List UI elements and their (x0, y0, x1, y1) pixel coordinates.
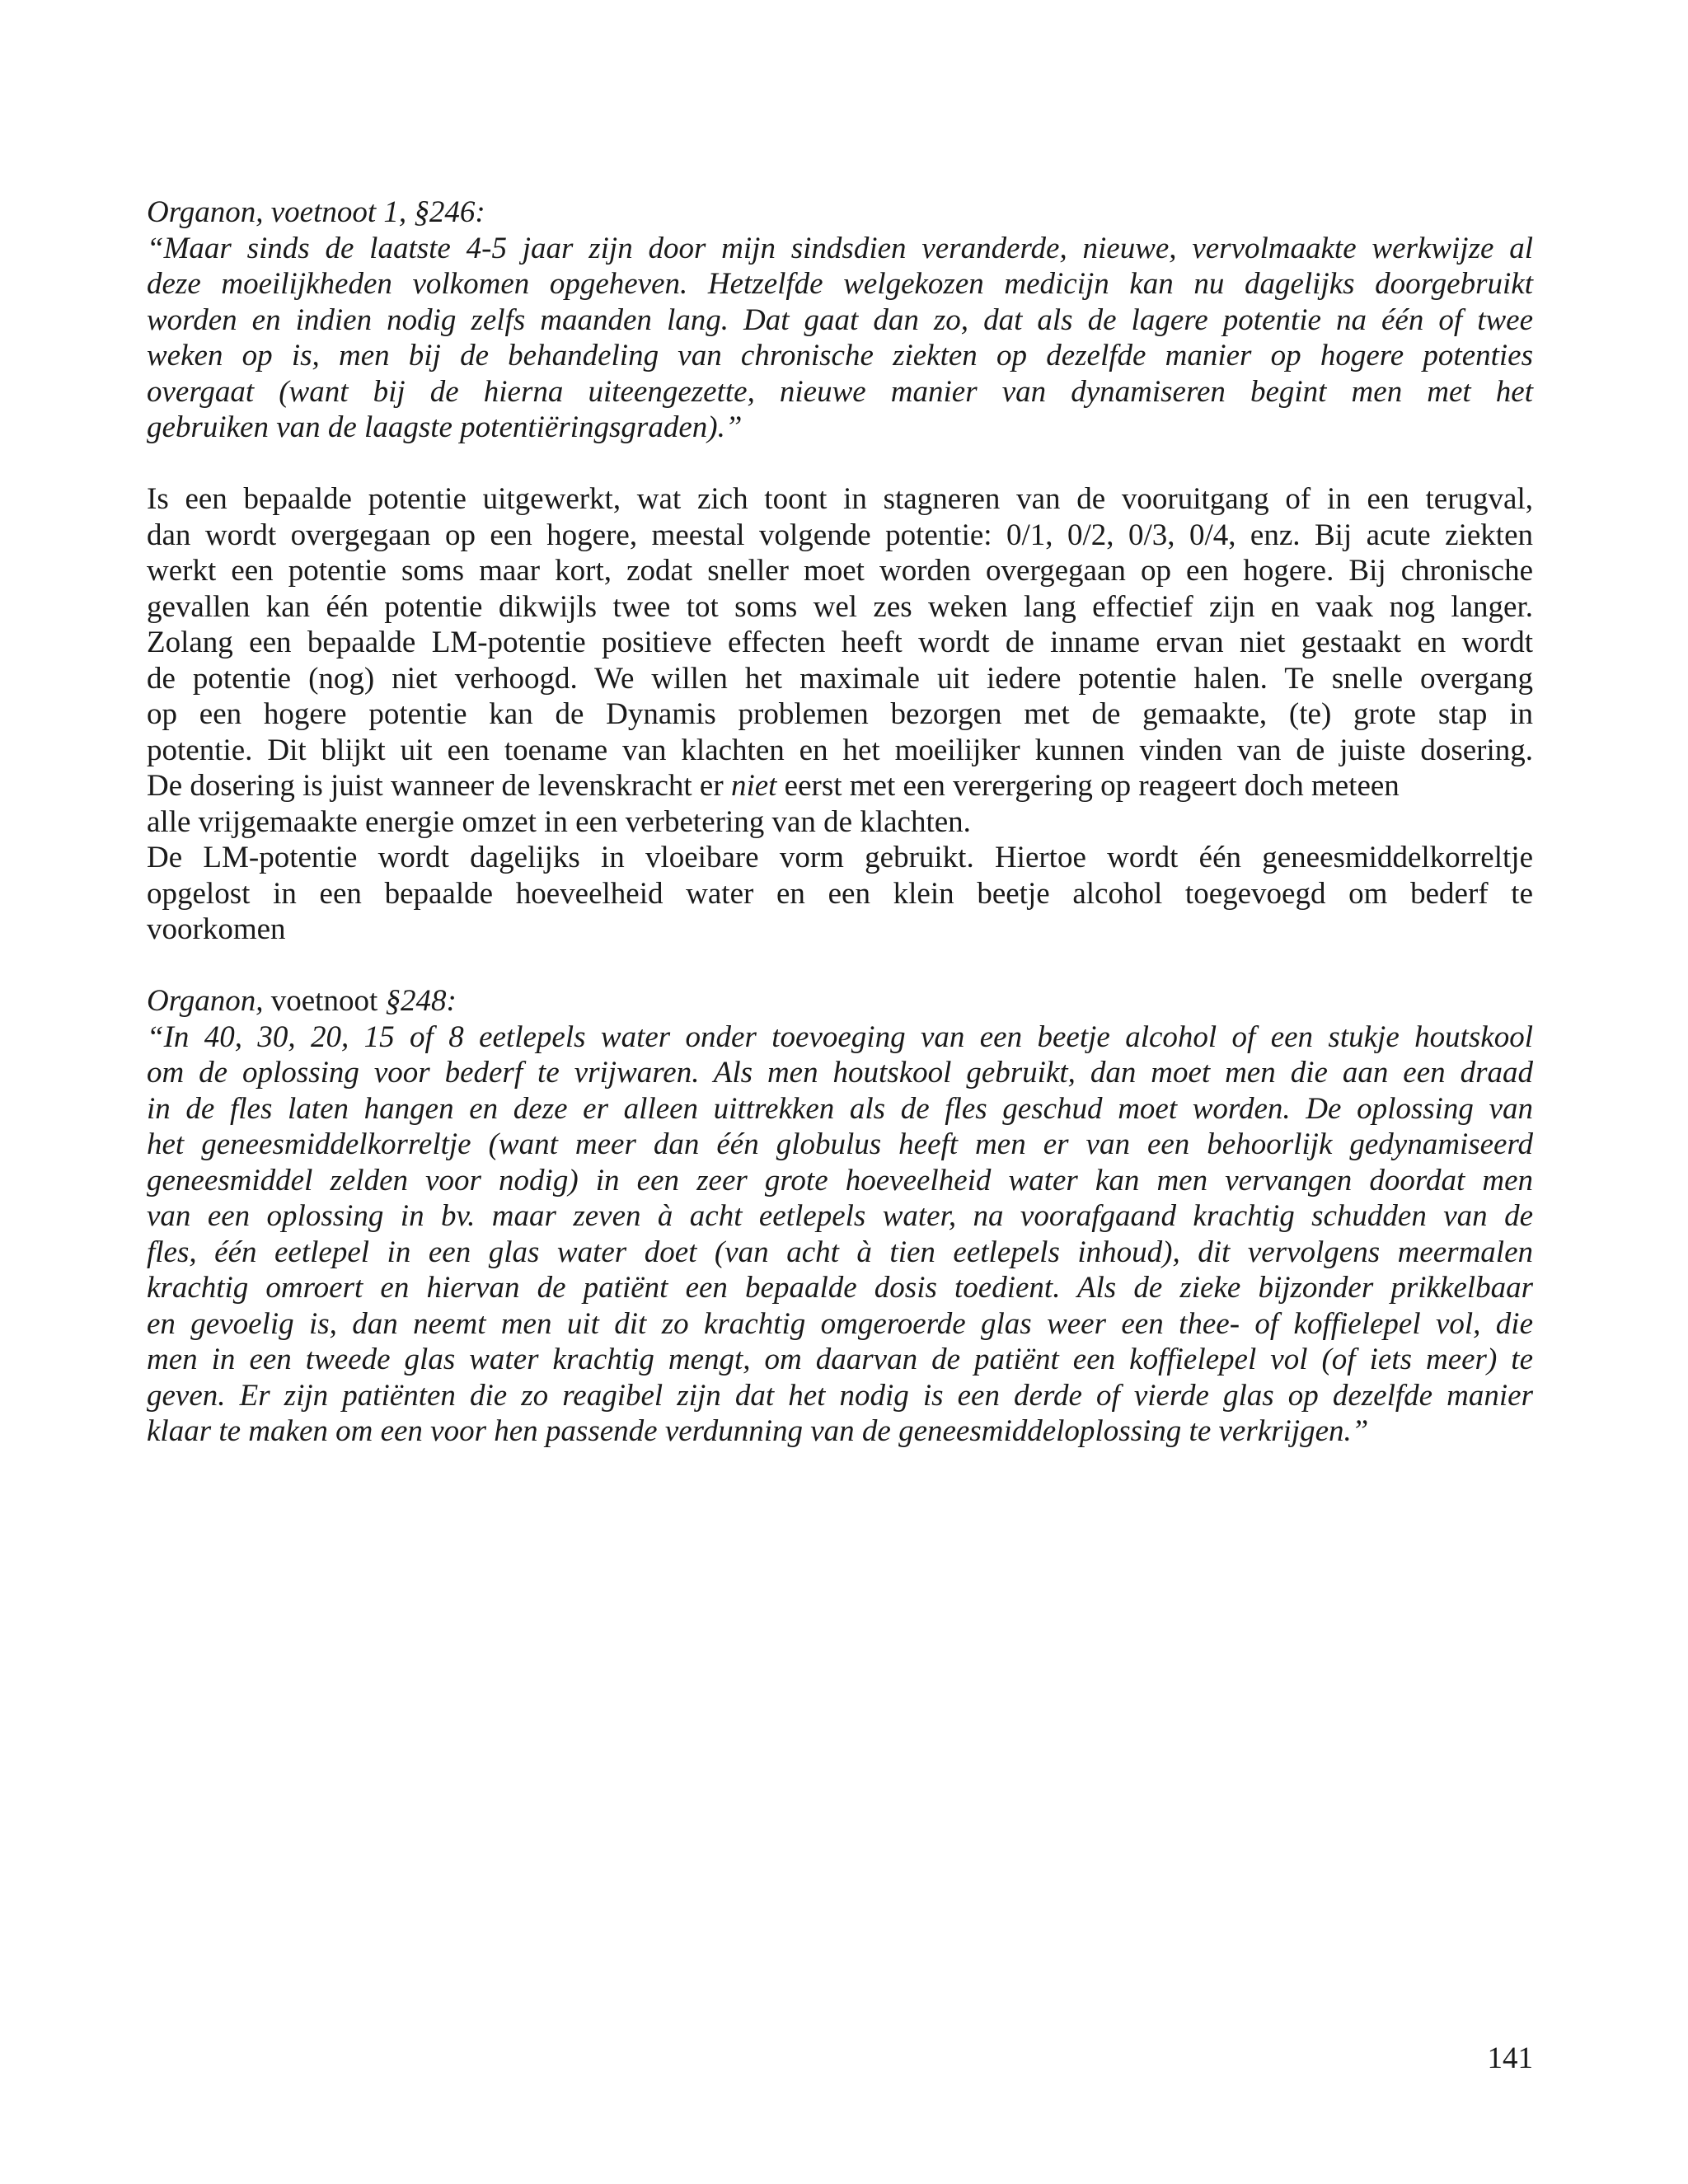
quote-line: worden en indien nodig zelfs maanden lang. Dat gaat dan zo, dat als de lagere potentie na één of twee (147, 302, 1533, 337)
quote-line: weken op is, men bij de behandeling van chronische ziekten op dezelfde manier op hogere potenties (147, 339, 1533, 373)
page-number: 141 (1487, 2041, 1533, 2075)
quote-line: geven. Er zijn patiënten die zo reagibel zijn dat het nodig is een derde of vierde glas op dezelfde manier (147, 1378, 1533, 1413)
body-line: De LM-potentie wordt dagelijks in vloeibare vorm gebruikt. Hiertoe wordt één geneesmiddelkorreltje (147, 841, 1533, 874)
source-note: voetnoot (263, 984, 386, 1018)
quote-line: “In 40, 30, 20, 15 of 8 eetlepels water onder toevoeging van een beetje alcohol of een stukje houtskool (147, 1019, 1533, 1054)
paragraph-spacer (147, 446, 1533, 482)
quote-source-248 (147, 983, 1533, 1019)
quote-line: fles, één eetlepel in een glas water doet (van acht à tien eetlepels inhoud), dit vervolgens meermalen (147, 1235, 1533, 1269)
body-paragraph (147, 481, 1533, 948)
body-line: voorkomen (147, 912, 286, 946)
quote-line: in de fles laten hangen en deze er alleen uittrekken als de fles geschud moet worden. De oplossing van (147, 1091, 1533, 1126)
quote-source-246: Organon, voetnoot 1, §246: (147, 195, 485, 229)
paragraph-spacer (147, 948, 1533, 984)
quote-block-248 (147, 983, 1533, 1450)
body-line: dan wordt overgegaan op een hogere, meestal volgende potentie: 0/1, 0/2, 0/3, 0/4, enz. Bij acute ziekten (147, 518, 1533, 552)
source-title: Organon, (147, 984, 264, 1018)
body-line: gevallen kan één potentie dikwijls twee tot soms wel zes weken lang effectief zijn en vaak nog langer. (147, 589, 1533, 624)
body-text: eerst met een verergering op reageert doch meteen (776, 769, 1400, 803)
quote-line: geneesmiddel zelden voor nodig) in een zeer grote hoeveelheid water kan men vervangen doordat men (147, 1163, 1533, 1197)
quote-line: gebruiken van de laagste potentiëringsgraden).” (147, 410, 743, 444)
body-line: werkt een potentie soms maar kort, zodat sneller moet worden overgegaan op een hogere. Bij chronische (147, 554, 1533, 588)
page-content (147, 194, 1533, 1450)
body-line: Is een bepaalde potentie uitgewerkt, wat zich toont in stagneren van de vooruitgang of in een terugval, (147, 482, 1533, 516)
body-text: De dosering is juist wanneer de levenskracht er (147, 769, 731, 803)
body-line: alle vrijgemaakte energie omzet in een verbetering van de klachten. (147, 804, 971, 839)
body-line: opgelost in een bepaalde hoeveelheid water en een klein beetje alcohol toegevoegd om bederf te (147, 876, 1533, 911)
quote-line: van een oplossing in bv. maar zeven à acht eetlepels water, na voorafgaand krachtig schudden van de (147, 1199, 1533, 1233)
body-line (147, 768, 1533, 804)
body-line: de potentie (nog) niet verhoogd. We willen het maximale uit iedere potentie halen. Te snelle overgang (147, 661, 1533, 696)
body-line: potentie. Dit blijkt uit een toename van klachten en het moeilijker kunnen vinden van de juiste dosering. (147, 733, 1533, 767)
quote-line: en gevoelig is, dan neemt men uit dit zo krachtig omgeroerde glas weer een thee- of koffielepel vol, die (147, 1306, 1533, 1341)
quote-line: klaar te maken om een voor hen passende verdunning van de geneesmiddeloplossing te verkrijgen.” (147, 1414, 1369, 1448)
source-section: §248: (385, 984, 457, 1018)
emphasis-text: niet (730, 769, 777, 803)
quote-line: “Maar sinds de laatste 4-5 jaar zijn door mijn sindsdien veranderde, nieuwe, vervolmaakte werkwijze al (147, 231, 1533, 265)
quote-block-246 (147, 194, 1533, 446)
quote-line: om de oplossing voor bederf te vrijwaren. Als men houtskool gebruikt, dan moet men die aan een draad (147, 1056, 1533, 1090)
quote-line: men in een tweede glas water krachtig mengt, om daarvan de patiënt een koffielepel vol (of iets meer) te (147, 1343, 1533, 1376)
quote-line: het geneesmiddelkorreltje (want meer dan één globulus heeft men er van een behoorlijk gedynamiseerd (147, 1127, 1533, 1161)
quote-line: deze moeilijkheden volkomen opgeheven. Hetzelfde welgekozen medicijn kan nu dagelijks doorgebruikt (147, 267, 1533, 301)
body-line: op een hogere potentie kan de Dynamis problemen bezorgen met de gemaakte, (te) grote stap in (147, 697, 1533, 731)
quote-line: overgaat (want bij de hierna uiteengezette, nieuwe manier van dynamiseren begint men met het (147, 374, 1533, 409)
quote-line: krachtig omroert en hiervan de patiënt een bepaalde dosis toedient. Als de zieke bijzonder prikkelbaar (147, 1271, 1533, 1305)
body-line: Zolang een bepaalde LM-potentie positieve effecten heeft wordt de inname ervan niet gestaakt en wordt (147, 626, 1533, 659)
